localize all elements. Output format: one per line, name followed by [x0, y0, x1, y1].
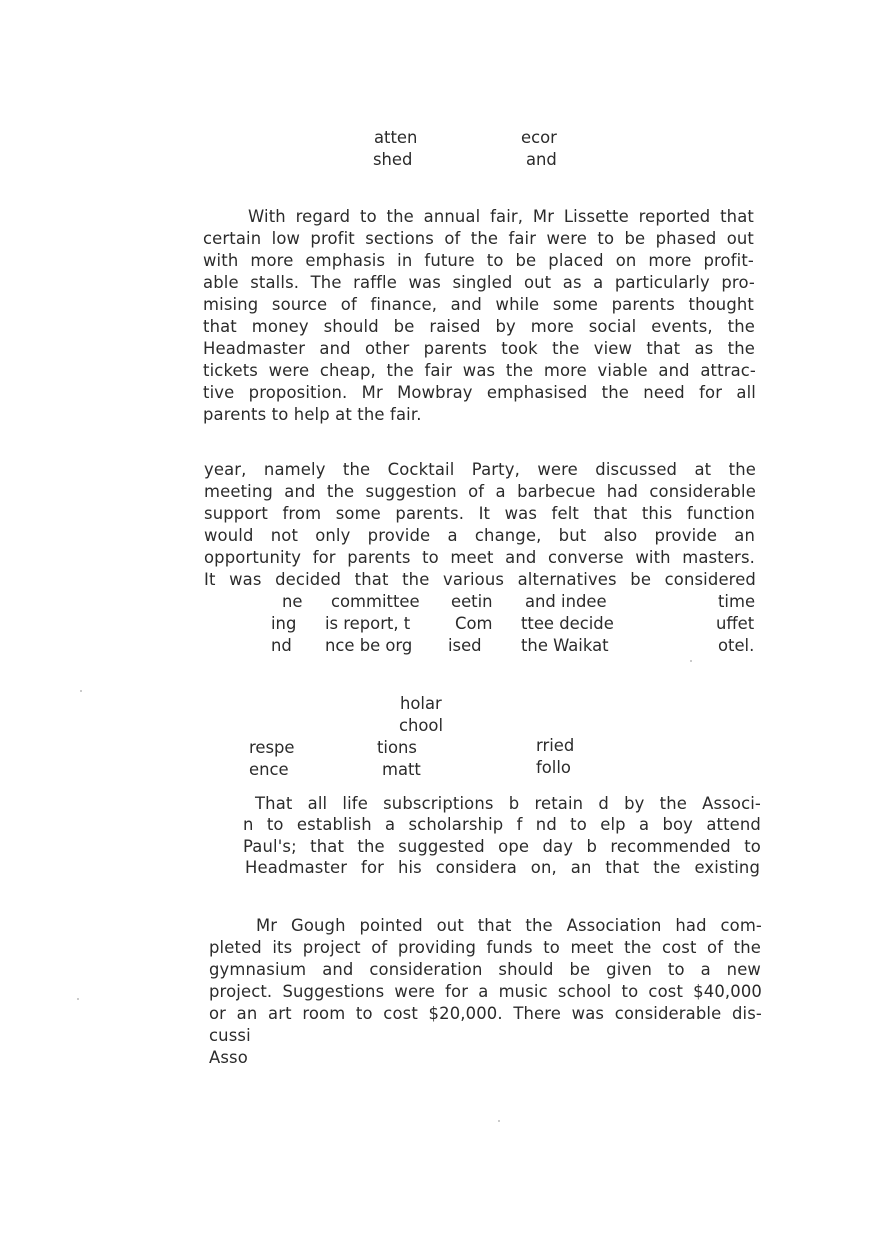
text-line: certain low profit sections of the fair were to be phased out	[203, 229, 754, 248]
fragment: nce be org	[325, 636, 413, 655]
text-line: Headmaster and other parents took the view that as the	[203, 339, 755, 358]
text-line: tickets were cheap, the fair was the more viable and attrac-	[203, 361, 756, 380]
text-line: opportunity for parents to meet and converse with masters.	[204, 548, 755, 567]
fragment-ecor: ecor	[521, 128, 557, 147]
text-line: gymnasium and consideration should be given to a new	[209, 960, 761, 979]
fragment: Com	[455, 614, 493, 633]
fragment: and indee	[525, 592, 607, 611]
fragment: committee	[331, 592, 420, 611]
fragment: ttee decide	[521, 614, 614, 633]
fragment: tions	[377, 738, 417, 757]
fragment: follo	[536, 758, 571, 777]
fragment: rried	[536, 736, 575, 755]
fragment-and: and	[526, 150, 557, 169]
fragment: ing	[271, 614, 297, 633]
text-line: project. Suggestions were for a music school to cost $40,000	[209, 982, 762, 1001]
text-line: meeting and the suggestion of a barbecue had considerable	[204, 482, 756, 501]
fragment: the Waikat	[521, 636, 609, 655]
text-line: pleted its project of providing funds to meet the cost of the	[209, 938, 761, 957]
fragment: chool	[399, 716, 444, 735]
fragment: uffet	[716, 614, 755, 633]
text-line: parents to help at the fair.	[203, 405, 422, 424]
text-line: that money should be raised by more social events, the	[203, 317, 755, 336]
text-line: That all life subscriptions b retain d by the Associ-	[255, 794, 761, 813]
text-line: with more emphasis in future to be placed on more profit-	[203, 251, 754, 270]
fragment-shed: shed	[373, 150, 413, 169]
text-line: would not only provide a change, but also provide an	[204, 526, 755, 545]
text-line: year, namely the Cocktail Party, were discussed at the	[204, 460, 756, 479]
text-line: n to establish a scholarship f nd to elp a boy attend	[243, 815, 761, 834]
text-line: Asso	[209, 1048, 248, 1067]
fragment: ised	[448, 636, 482, 655]
text-line: or an art room to cost $20,000. There was considerable dis-	[209, 1004, 762, 1023]
scan-speck	[690, 660, 692, 662]
scan-speck	[77, 998, 79, 1000]
text-line: cussi	[209, 1026, 251, 1045]
fragment: matt	[382, 760, 421, 779]
fragment: otel.	[718, 636, 755, 655]
fragment: time	[718, 592, 756, 611]
fragment: holar	[400, 694, 442, 713]
text-line: Mr Gough pointed out that the Association had com-	[256, 916, 762, 935]
fragment: ence	[249, 760, 289, 779]
scan-speck	[80, 690, 82, 692]
text-line: It was decided that the various alternatives be considered	[204, 570, 756, 589]
text-line: tive proposition. Mr Mowbray emphasised the need for all	[203, 383, 756, 402]
text-line: mising source of finance, and while some parents thought	[203, 295, 754, 314]
fragment: eetin	[451, 592, 493, 611]
fragment: is report, t	[325, 614, 411, 633]
text-line: support from some parents. It was felt that this function	[204, 504, 755, 523]
scan-speck	[498, 1120, 500, 1122]
text-line: With regard to the annual fair, Mr Lissette reported that	[248, 207, 754, 226]
fragment: respe	[249, 738, 295, 757]
fragment: nd	[271, 636, 292, 655]
fragment-atten: atten	[374, 128, 418, 147]
text-line: Headmaster for his considera on, an that the existing	[245, 858, 760, 877]
text-line: Paul's; that the suggested ope day b recommended to	[243, 837, 761, 856]
fragment: ne	[282, 592, 303, 611]
text-line: able stalls. The raffle was singled out as a particularly pro-	[203, 273, 755, 292]
